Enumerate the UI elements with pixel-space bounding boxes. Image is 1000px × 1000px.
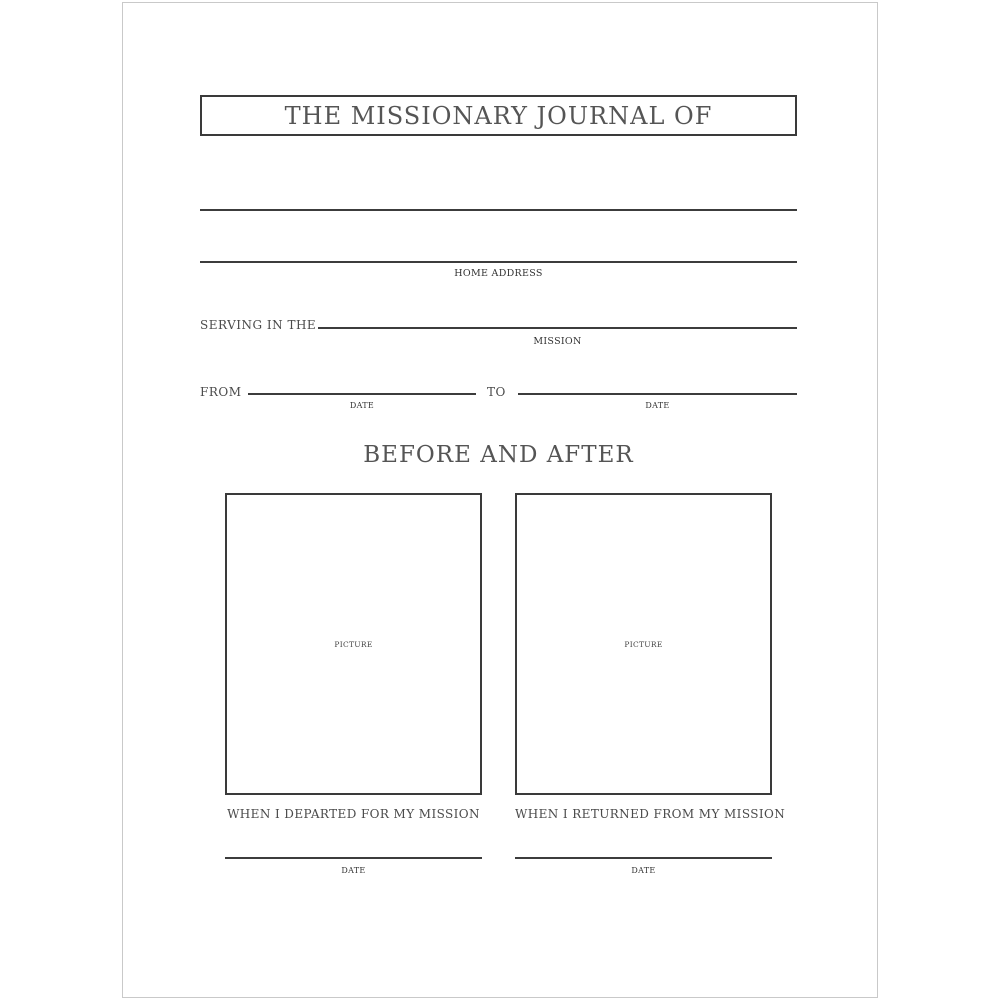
departure-caption: WHEN I DEPARTED FOR MY MISSION xyxy=(227,807,480,821)
departure-picture-box[interactable] xyxy=(225,493,482,795)
home-address-label: HOME ADDRESS xyxy=(454,268,543,279)
mission-line[interactable] xyxy=(318,327,797,329)
home-address-line[interactable] xyxy=(200,261,797,263)
to-date-line[interactable] xyxy=(518,393,797,395)
mission-label: MISSION xyxy=(533,336,582,347)
from-label: FROM xyxy=(200,385,242,399)
before-after-title: BEFORE AND AFTER xyxy=(363,442,634,468)
return-caption: WHEN I RETURNED FROM MY MISSION xyxy=(515,807,786,821)
page-title: THE MISSIONARY JOURNAL OF xyxy=(284,101,713,130)
departure-date-line[interactable] xyxy=(225,857,482,859)
departure-date-label: DATE xyxy=(341,866,366,875)
from-date-line[interactable] xyxy=(248,393,476,395)
return-date-line[interactable] xyxy=(515,857,772,859)
return-picture-label: PICTURE xyxy=(624,639,663,649)
from-date-label: DATE xyxy=(349,401,375,410)
title-box xyxy=(200,95,797,136)
name-line[interactable] xyxy=(200,209,797,211)
serving-label: SERVING IN THE xyxy=(200,318,317,332)
return-picture-box[interactable] xyxy=(515,493,772,795)
to-date-label: DATE xyxy=(645,401,670,410)
departure-picture-label: PICTURE xyxy=(334,639,373,649)
return-date-label: DATE xyxy=(631,866,656,875)
to-label: TO xyxy=(487,385,506,399)
